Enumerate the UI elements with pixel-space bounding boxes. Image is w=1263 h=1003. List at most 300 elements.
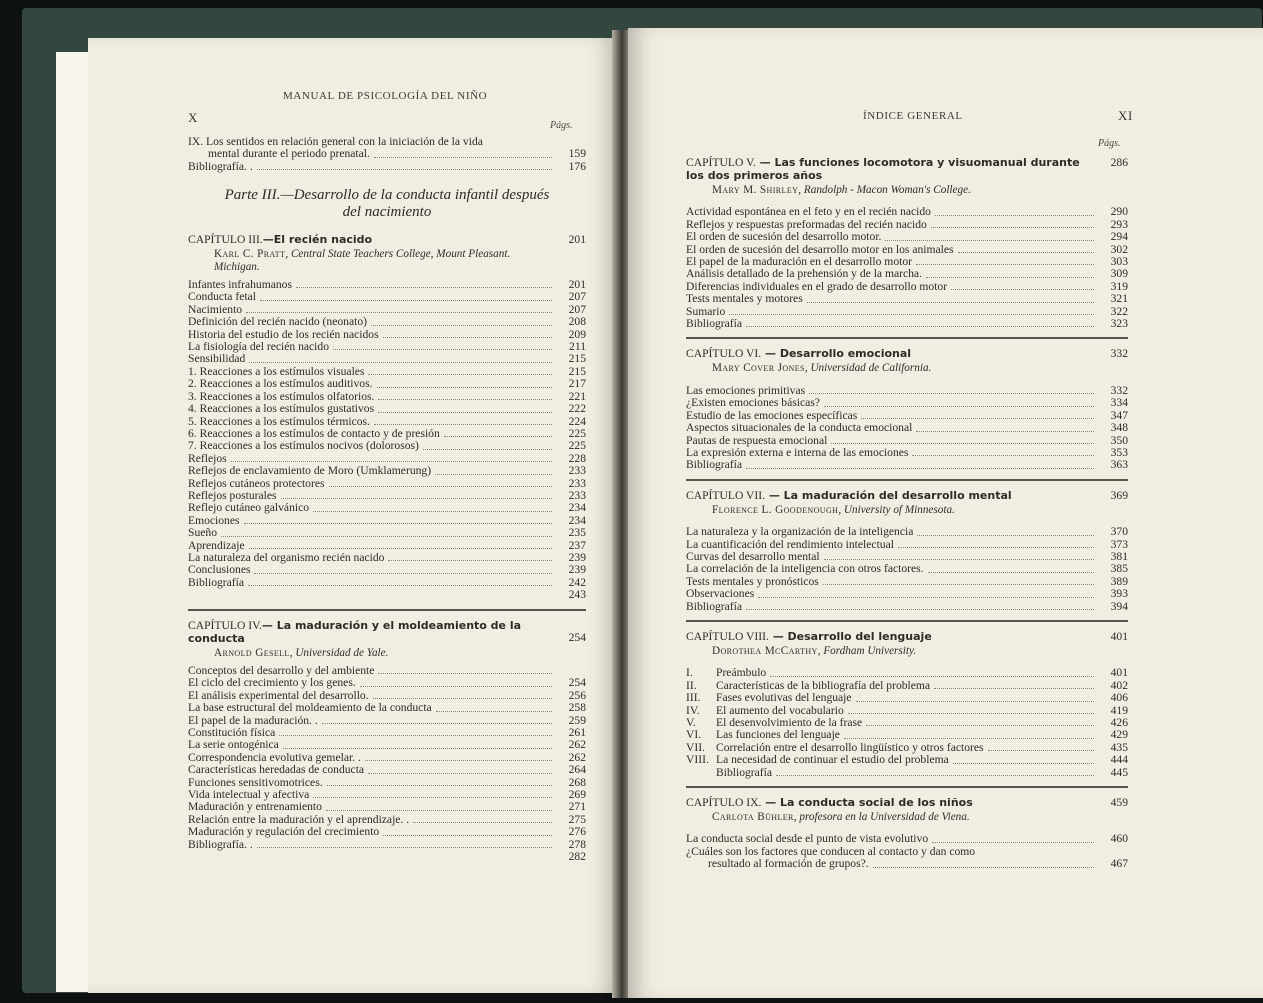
toc-entry-page: 332 [1110,383,1128,397]
leader-dots [313,511,552,512]
toc-entry-label: 6. Reacciones a los estímulos de contacto y de presión [188,427,440,440]
leader-dots [848,713,1094,714]
toc-entry [188,366,586,378]
toc-entry-page: 402 [1110,678,1128,692]
toc-entry-page: 278 [568,837,586,851]
toc-entry-label: Reflejos y respuestas preformadas del recién nacido [686,218,927,231]
toc-entry-label: Tests mentales y pronósticos [686,575,819,588]
left-toc [188,136,586,864]
toc-entry-page: 309 [1110,267,1128,281]
toc-entry-page: 222 [568,402,586,416]
toc-entry-roman: IV. [686,704,700,717]
toc-entry-page: 261 [568,726,586,740]
toc-entry [188,440,586,452]
toc-entry [188,490,586,502]
right-page [628,28,1263,998]
toc-entry-page: 467 [1110,857,1128,871]
toc-entry [188,715,586,727]
toc-entry-label: Observaciones [686,588,755,601]
leader-dots [368,374,552,375]
toc-entry [686,435,1128,447]
leader-dots [377,387,552,388]
toc-entry-roman: V. [686,717,696,729]
toc-entry-page: 242 [568,575,586,589]
toc-entry-page: 224 [568,414,586,428]
toc-entry [188,403,586,415]
leader-dots [326,810,552,811]
leader-dots [244,523,552,524]
toc-entry-page: 282 [568,850,586,864]
toc-entry [188,502,586,514]
toc-entry-page: 460 [1110,832,1128,846]
toc-entry-label: IX. Los sentidos en relación general con la iniciación de la vida [188,136,483,148]
toc-entry-label: VI. Las funciones del lenguaje [686,729,840,742]
toc-entry-page: 159 [568,147,586,161]
toc-entry-label: Estudio de las emociones específicas [686,409,858,422]
toc-entry [686,576,1128,588]
leader-dots [249,548,552,549]
chapter-3-heading: CAPÍTULO III.—El recién nacido 201 [188,233,586,247]
toc-entry [188,801,586,813]
toc-entry-page: 370 [1110,525,1128,539]
toc-entry [686,588,1128,600]
part-title: Parte III.—Desarrollo de la conducta infantil después del nacimiento [224,187,550,221]
leader-dots [279,735,552,736]
leader-dots [898,547,1094,548]
leader-dots [296,287,552,288]
toc-entry [686,846,1128,858]
toc-entry-page: 233 [568,488,586,502]
leader-dots [444,436,552,437]
toc-entry-page: 234 [568,513,586,527]
toc-entry [686,729,1128,741]
chapter-heading: CAPÍTULO VI. — Desarrollo emocional 332 [686,347,1128,361]
toc-entry-label: Maduración y regulación del crecimiento [188,826,380,839]
chapter-separator [686,337,1128,339]
toc-entry-label: La conducta social desde el punto de vista evolutivo [686,833,929,846]
toc-entry [188,777,586,789]
toc-entry-page: 271 [568,800,586,814]
toc-entry [686,293,1128,305]
toc-entry-label: Sensibilidad [188,353,246,366]
toc-entry [188,453,586,465]
toc-entry-label: Funciones sensitivomotrices. [188,776,323,789]
leader-dots [322,723,552,724]
toc-entry-label: La fisiología del recién nacido [188,341,329,354]
toc-entry-label: Pautas de respuesta emocional [686,434,828,447]
toc-entry-roman: VI. [686,729,702,742]
toc-entry-label: La correlación de la inteligencia con otros factores. [686,563,924,576]
toc-entry-label: Nacimiento [188,303,243,316]
toc-entry-label: Historia del estudio de los recién nacidos [188,328,379,341]
toc-entry-label: Análisis detallado de la prehensión y de la marcha. [686,268,922,281]
toc-entry [188,665,586,677]
toc-entry [188,752,586,764]
toc-entry-label: Correspondencia evolutiva gemelar. . [188,751,361,764]
toc-entry-page: 217 [568,377,586,391]
toc-entry [188,552,586,564]
toc-entry [188,851,586,863]
toc-entry-label: El orden de sucesión del desarrollo motor. [686,231,882,244]
toc-entry-label: Bibliografía. . [188,838,253,851]
toc-entry-page: 444 [1110,753,1128,767]
toc-entry-page: 348 [1110,421,1128,435]
toc-entry [188,329,586,341]
toc-entry-page: 381 [1110,549,1128,563]
right-pags-label: Págs. [1098,138,1121,149]
toc-entry-label: I. Preámbulo [686,667,767,680]
chapter-separator [188,609,586,611]
leader-dots [257,169,552,170]
toc-entry-label: Curvas del desarrollo mental [686,550,820,563]
toc-entry [188,148,586,160]
toc-entry-label: La naturaleza y la organización de la inteligencia [686,526,914,539]
chapter-author: Dorothea McCarthy, Fordham University. [712,644,917,657]
toc-entry [188,540,586,552]
toc-entry-page: 207 [568,302,586,316]
leader-dots [374,157,552,158]
toc-entry [686,754,1128,766]
toc-entry [686,281,1128,293]
toc-entry-page: 334 [1110,396,1128,410]
toc-entry-page: 393 [1110,587,1128,601]
leader-dots [729,314,1094,315]
toc-entry-page: 258 [568,701,586,715]
toc-entry-page: 276 [568,825,586,839]
toc-entry-label: Reflejo cutáneo galvánico [188,502,310,515]
toc-entry-roman: I. [686,667,693,680]
chapter-author: Carlota Bühler, profesora en la Universidad de Viena. [712,811,970,824]
toc-entry-roman: III. [686,692,701,705]
chapter-separator [686,479,1128,481]
leader-dots [917,535,1094,536]
toc-entry-label: Reflejos [188,452,227,465]
toc-entry-page: 406 [1110,691,1128,705]
toc-entry-label: mental durante el periodo prenatal. [208,148,370,161]
toc-entry-label: Conducta fetal [188,291,256,304]
toc-entry-page: 268 [568,775,586,789]
leader-dots [885,240,1094,241]
leader-dots [373,698,552,699]
toc-entry-label: 5. Reacciones a los estímulos térmicos. [188,415,370,428]
toc-entry-page: 228 [568,451,586,465]
toc-entry [686,667,1128,679]
toc-entry-label: Maduración y entrenamiento [188,801,322,814]
toc-entry-page: 290 [1110,205,1128,219]
toc-entry [686,692,1128,704]
leader-dots [746,609,1094,610]
leader-dots [951,289,1094,290]
toc-entry-label: El análisis experimental del desarrollo. [188,689,369,702]
leader-dots [435,474,552,475]
toc-entry-page: 275 [568,812,586,826]
chapter-heading: CAPÍTULO VII. — La maduración del desarrollo mental 369 [686,488,1128,502]
toc-entry-page: 303 [1110,255,1128,269]
chapter-4-heading: CAPÍTULO IV.— La maduración y el moldeamiento de la conducta 254 [188,618,586,645]
toc-entry-page: 373 [1110,537,1128,551]
chapter-heading: CAPÍTULO V. — Las funciones locomotora y visuomanual durante los dos primeros años 286 [686,156,1128,182]
toc-entry-label: El ciclo del crecimiento y los genes. [188,677,356,690]
toc-entry [686,206,1128,218]
toc-entry-label: La expresión externa e interna de las emociones [686,446,909,459]
toc-entry-page: 363 [1110,458,1128,472]
leader-dots [371,325,552,326]
leader-dots [746,326,1094,327]
leader-dots [283,748,552,749]
toc-entry [686,563,1128,575]
left-folio: X [188,110,198,125]
toc-entry [188,341,586,353]
toc-entry-label: 2. Reacciones a los estímulos auditivos. [188,378,373,391]
leader-dots [988,750,1094,751]
toc-entry-page: 429 [1110,728,1128,742]
chapter-separator [686,620,1128,622]
toc-entry-label: 3. Reacciones a los estímulos olfatorios. [188,390,375,403]
toc-entry-page: 239 [568,563,586,577]
toc-entry [686,422,1128,434]
leader-dots [823,584,1094,585]
toc-entry-label: Actividad espontánea en el feto y en el recién nacido [686,206,931,219]
leader-dots [383,337,552,338]
toc-entry-page: 237 [568,538,586,552]
toc-entry-label: Vida intelectual y afectiva [188,789,310,802]
toc-entry [188,564,586,576]
leader-dots [413,822,552,823]
toc-entry-page: 215 [568,364,586,378]
toc-entry [686,680,1128,692]
toc-entry [686,551,1128,563]
toc-entry [188,304,586,316]
leader-dots [935,215,1094,216]
leader-dots [378,412,552,413]
toc-entry-label: Relación entre la maduración y el aprendizaje. . [188,813,410,826]
toc-entry-roman: VII. [686,741,705,754]
toc-entry [188,577,586,589]
toc-entry-label: II. Características de la bibliografía del problema [686,679,931,692]
toc-entry-page: 302 [1110,242,1128,256]
leader-dots [926,277,1094,278]
chapter-3-author: Karl C. Pratt, Central State Teachers College, Mount Pleasant. Michigan. [214,248,511,273]
leader-dots [327,785,552,786]
toc-entry [686,601,1128,613]
toc-entry-page: 239 [568,550,586,564]
toc-entry-page: 347 [1110,408,1128,422]
toc-entry-page: 207 [568,290,586,304]
toc-entry-page: 221 [568,389,586,403]
toc-entry [188,677,586,689]
left-page [88,38,618,993]
toc-entry-page: 445 [1110,765,1128,779]
toc-entry-label: La cuantificación del rendimiento intelectual [686,538,894,551]
leader-dots [248,585,552,586]
leader-dots [388,560,552,561]
right-folio: XI [1118,108,1133,123]
toc-entry [686,219,1128,231]
toc-entry-label: Definición del recién nacido (neonato) [188,316,367,329]
toc-entry-page: 208 [568,315,586,329]
leader-dots [809,393,1094,394]
toc-entry-label: Características heredadas de conducta [188,764,365,777]
toc-entry-label: Conceptos del desarrollo y del ambiente [188,665,375,677]
toc-entry [686,410,1128,422]
toc-entry-label: Tests mentales y motores [686,293,803,306]
leader-dots [844,738,1094,739]
toc-entry [686,858,1128,870]
toc-entry [188,527,586,539]
toc-entry-page: 322 [1110,304,1128,318]
leader-dots [423,449,552,450]
toc-entry [686,244,1128,256]
right-toc [686,156,1128,871]
toc-entry-label: El orden de sucesión del desarrollo motor en los animales [686,243,954,256]
toc-entry-page: 389 [1110,574,1128,588]
leader-dots [378,399,552,400]
toc-entry-page: 211 [569,340,586,354]
leader-dots [916,264,1094,265]
toc-entry-page: 201 [568,278,586,292]
chapter-heading: CAPÍTULO IX. — La conducta social de los niños 459 [686,796,1128,810]
chapter-author: Florence L. Goodenough, University of Minnesota. [712,503,955,516]
toc-entry-label: Bibliografía [716,766,773,779]
toc-entry-page: 215 [568,352,586,366]
toc-entry-roman: VIII. [686,754,709,767]
toc-entry-label: La serie ontogénica [188,739,279,752]
left-running-head: MANUAL DE PSICOLOGÍA DEL NIÑO [283,90,488,102]
toc-entry [686,306,1128,318]
toc-entry-page: 262 [568,750,586,764]
toc-entry-label: Las emociones primitivas [686,384,806,397]
leader-dots [934,688,1094,689]
toc-entry-label: Aspectos situacionales de la conducta emocional [686,422,913,435]
leader-dots [329,486,553,487]
toc-entry [188,316,586,328]
leader-dots [374,424,552,425]
toc-entry [188,391,586,403]
leader-dots [436,711,552,712]
toc-entry-page: 426 [1110,716,1128,729]
toc-entry-label: Bibliografía [188,576,245,589]
toc-entry [686,385,1128,397]
toc-entry-page: 225 [568,439,586,453]
toc-entry [188,727,586,739]
toc-entry-page: 209 [568,327,586,341]
toc-entry-page: 435 [1110,740,1128,754]
toc-entry-page: 254 [568,676,586,690]
toc-entry [188,136,586,148]
toc-entry-page: 294 [1110,230,1128,244]
toc-entry-label: Reflejos de enclavamiento de Moro (Umklamerung) [188,465,432,478]
leader-dots [770,676,1094,677]
leader-dots [313,797,552,798]
toc-entry-page: 234 [568,501,586,515]
leader-dots [928,572,1094,573]
leader-dots [260,300,552,301]
toc-entry [188,764,586,776]
leader-dots [746,468,1094,469]
leader-dots [931,227,1094,228]
toc-entry-page: 269 [568,788,586,802]
toc-entry [188,739,586,751]
leader-dots [758,597,1094,598]
toc-entry [188,789,586,801]
toc-entry-label: Bibliografía [686,318,743,331]
leader-dots [916,431,1094,432]
toc-entry [188,839,586,851]
right-running-head: ÍNDICE GENERAL [863,110,963,122]
chapter-author: Mary M. Shirley, Randolph - Macon Woman's College. [712,184,971,196]
toc-entry-label: La naturaleza del organismo recién nacido [188,551,385,564]
toc-entry-label: 7. Reacciones a los estímulos nocivos (dolorosos) [188,440,419,453]
toc-entry [686,767,1128,779]
toc-entry-label: VII. Correlación entre el desarrollo lingüístico y otros factores [686,741,984,754]
toc-entry-label: Diferencias individuales en el grado de desarrollo motor [686,280,948,293]
toc-entry-label: Aprendizaje [188,539,245,552]
toc-entry-label: VIII. La necesidad de continuar el estudio del problema [686,754,949,767]
toc-entry-label: Reflejos cutáneos protectores [188,477,325,490]
toc-entry-page: 323 [1110,317,1128,331]
toc-entry-label: Conclusiones [188,564,251,577]
leader-dots [254,573,552,574]
chapter-separator [686,786,1128,788]
toc-entry-label: Sumario [686,305,726,318]
leader-dots [953,763,1094,764]
toc-entry [686,447,1128,459]
toc-entry [188,465,586,477]
toc-entry [686,256,1128,268]
toc-entry [686,833,1128,845]
leader-dots [856,701,1094,702]
chapter-author: Mary Cover Jones, Universidad de California. [712,362,932,375]
leader-dots [368,773,552,774]
toc-entry [188,291,586,303]
toc-entry-page: 394 [1110,599,1128,613]
toc-entry-roman: II. [686,679,697,692]
toc-entry [188,814,586,826]
leader-dots [383,835,552,836]
toc-entry-label: ¿Existen emociones básicas? [686,397,820,410]
toc-entry-page: 176 [568,159,586,173]
toc-entry-page: 243 [568,588,586,602]
toc-entry-label: Constitución física [188,727,276,740]
toc-entry-page: 385 [1110,562,1128,576]
toc-entry-label: Bibliografía [686,459,743,472]
leader-dots [360,686,552,687]
toc-entry-label: Bibliografía [686,600,743,613]
toc-entry-page: 350 [1110,433,1128,447]
toc-entry [188,378,586,390]
toc-entry [686,318,1128,330]
chapter-heading: CAPÍTULO VIII. — Desarrollo del lenguaje 401 [686,629,1128,643]
toc-entry [686,717,1128,729]
toc-entry [188,702,586,714]
leader-dots [912,455,1094,456]
toc-entry-page: 353 [1110,445,1128,459]
chapter-4-author: Arnold Gesell, Universidad de Yale. [214,646,389,659]
toc-entry-label: El papel de la maduración en el desarrollo motor [686,256,912,269]
toc-entry-page: 262 [568,738,586,752]
leader-dots [281,498,552,499]
leader-dots [221,536,552,537]
toc-entry-page: 419 [1110,703,1128,717]
toc-entry-page: 293 [1110,217,1128,231]
toc-entry-label: IV. El aumento del vocabulario [686,704,844,717]
leader-dots [365,760,552,761]
toc-entry [686,742,1128,754]
toc-entry [686,268,1128,280]
toc-entry-page: 264 [568,763,586,777]
toc-entry [188,826,586,838]
toc-entry-label: Infantes infrahumanos [188,279,292,292]
